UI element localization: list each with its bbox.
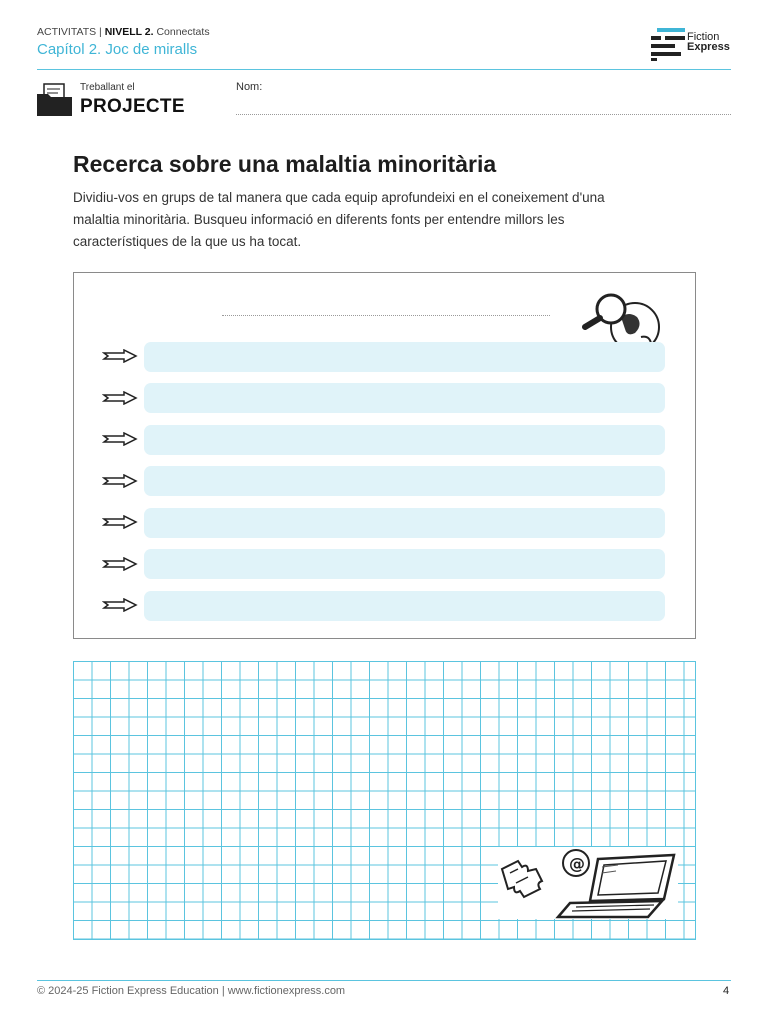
name-field[interactable] [236,114,731,115]
page-title: Recerca sobre una malaltia minoritària [73,151,497,177]
answer-field-1[interactable] [144,342,665,372]
folder-icon [36,82,74,118]
header-level-line [37,26,210,38]
name-label: Nom: [236,81,263,93]
at-sign-icon [563,850,589,876]
intro-text [73,187,713,253]
answer-field-2[interactable] [144,383,665,413]
footer-divider [37,980,731,981]
puzzle-icon [502,861,542,897]
logo-icon [651,27,687,61]
answer-field-5[interactable] [144,508,665,538]
arrow-icon [102,432,138,451]
project-subtitle: Treballant el [80,82,135,93]
answer-field-3[interactable] [144,425,665,455]
level-label: NIVELL 2. [104,26,154,38]
arrow-icon [102,474,138,493]
research-box [73,272,696,639]
page-number: 4 [723,985,730,997]
project-title: PROJECTE [80,96,185,117]
arrow-icon [102,349,136,368]
arrow-icon [102,515,138,534]
activitats-label: ACTIVITATS [37,26,97,38]
disease-name-field[interactable] [222,315,550,316]
logo-text-bottom: Express [687,41,730,53]
fiction-express-logo [651,27,735,61]
grid-notes-area[interactable] [73,661,696,940]
chapter-title: Capítol 2. Joc de miralls [37,41,198,58]
answer-field-6[interactable] [144,549,665,579]
logo-text-top: Fiction [687,31,720,43]
intro-line: característiques de la que us ha tocat. [73,234,302,249]
separator: | [99,26,102,38]
intro-line: Dividiu-vos en grups de tal manera que cada equip aprofundeixi en el coneixement d'una [73,190,605,205]
arrow-icon [102,598,138,617]
arrow-icon [102,391,138,410]
answer-field-4[interactable] [144,466,665,496]
answer-field-7[interactable] [144,591,665,621]
laptop-puzzle-illustration [498,847,678,919]
intro-line: malaltia minoritària. Busqueu informació en diferents fonts per entendre millors les [73,212,565,227]
svg-text:@: @ [569,854,585,873]
arrow-icon [102,557,138,576]
footer-copyright: © 2024-25 Fiction Express Education | www.fictionexpress.com [37,985,346,997]
level-name: Connectats [156,26,210,38]
header-divider [37,69,731,70]
